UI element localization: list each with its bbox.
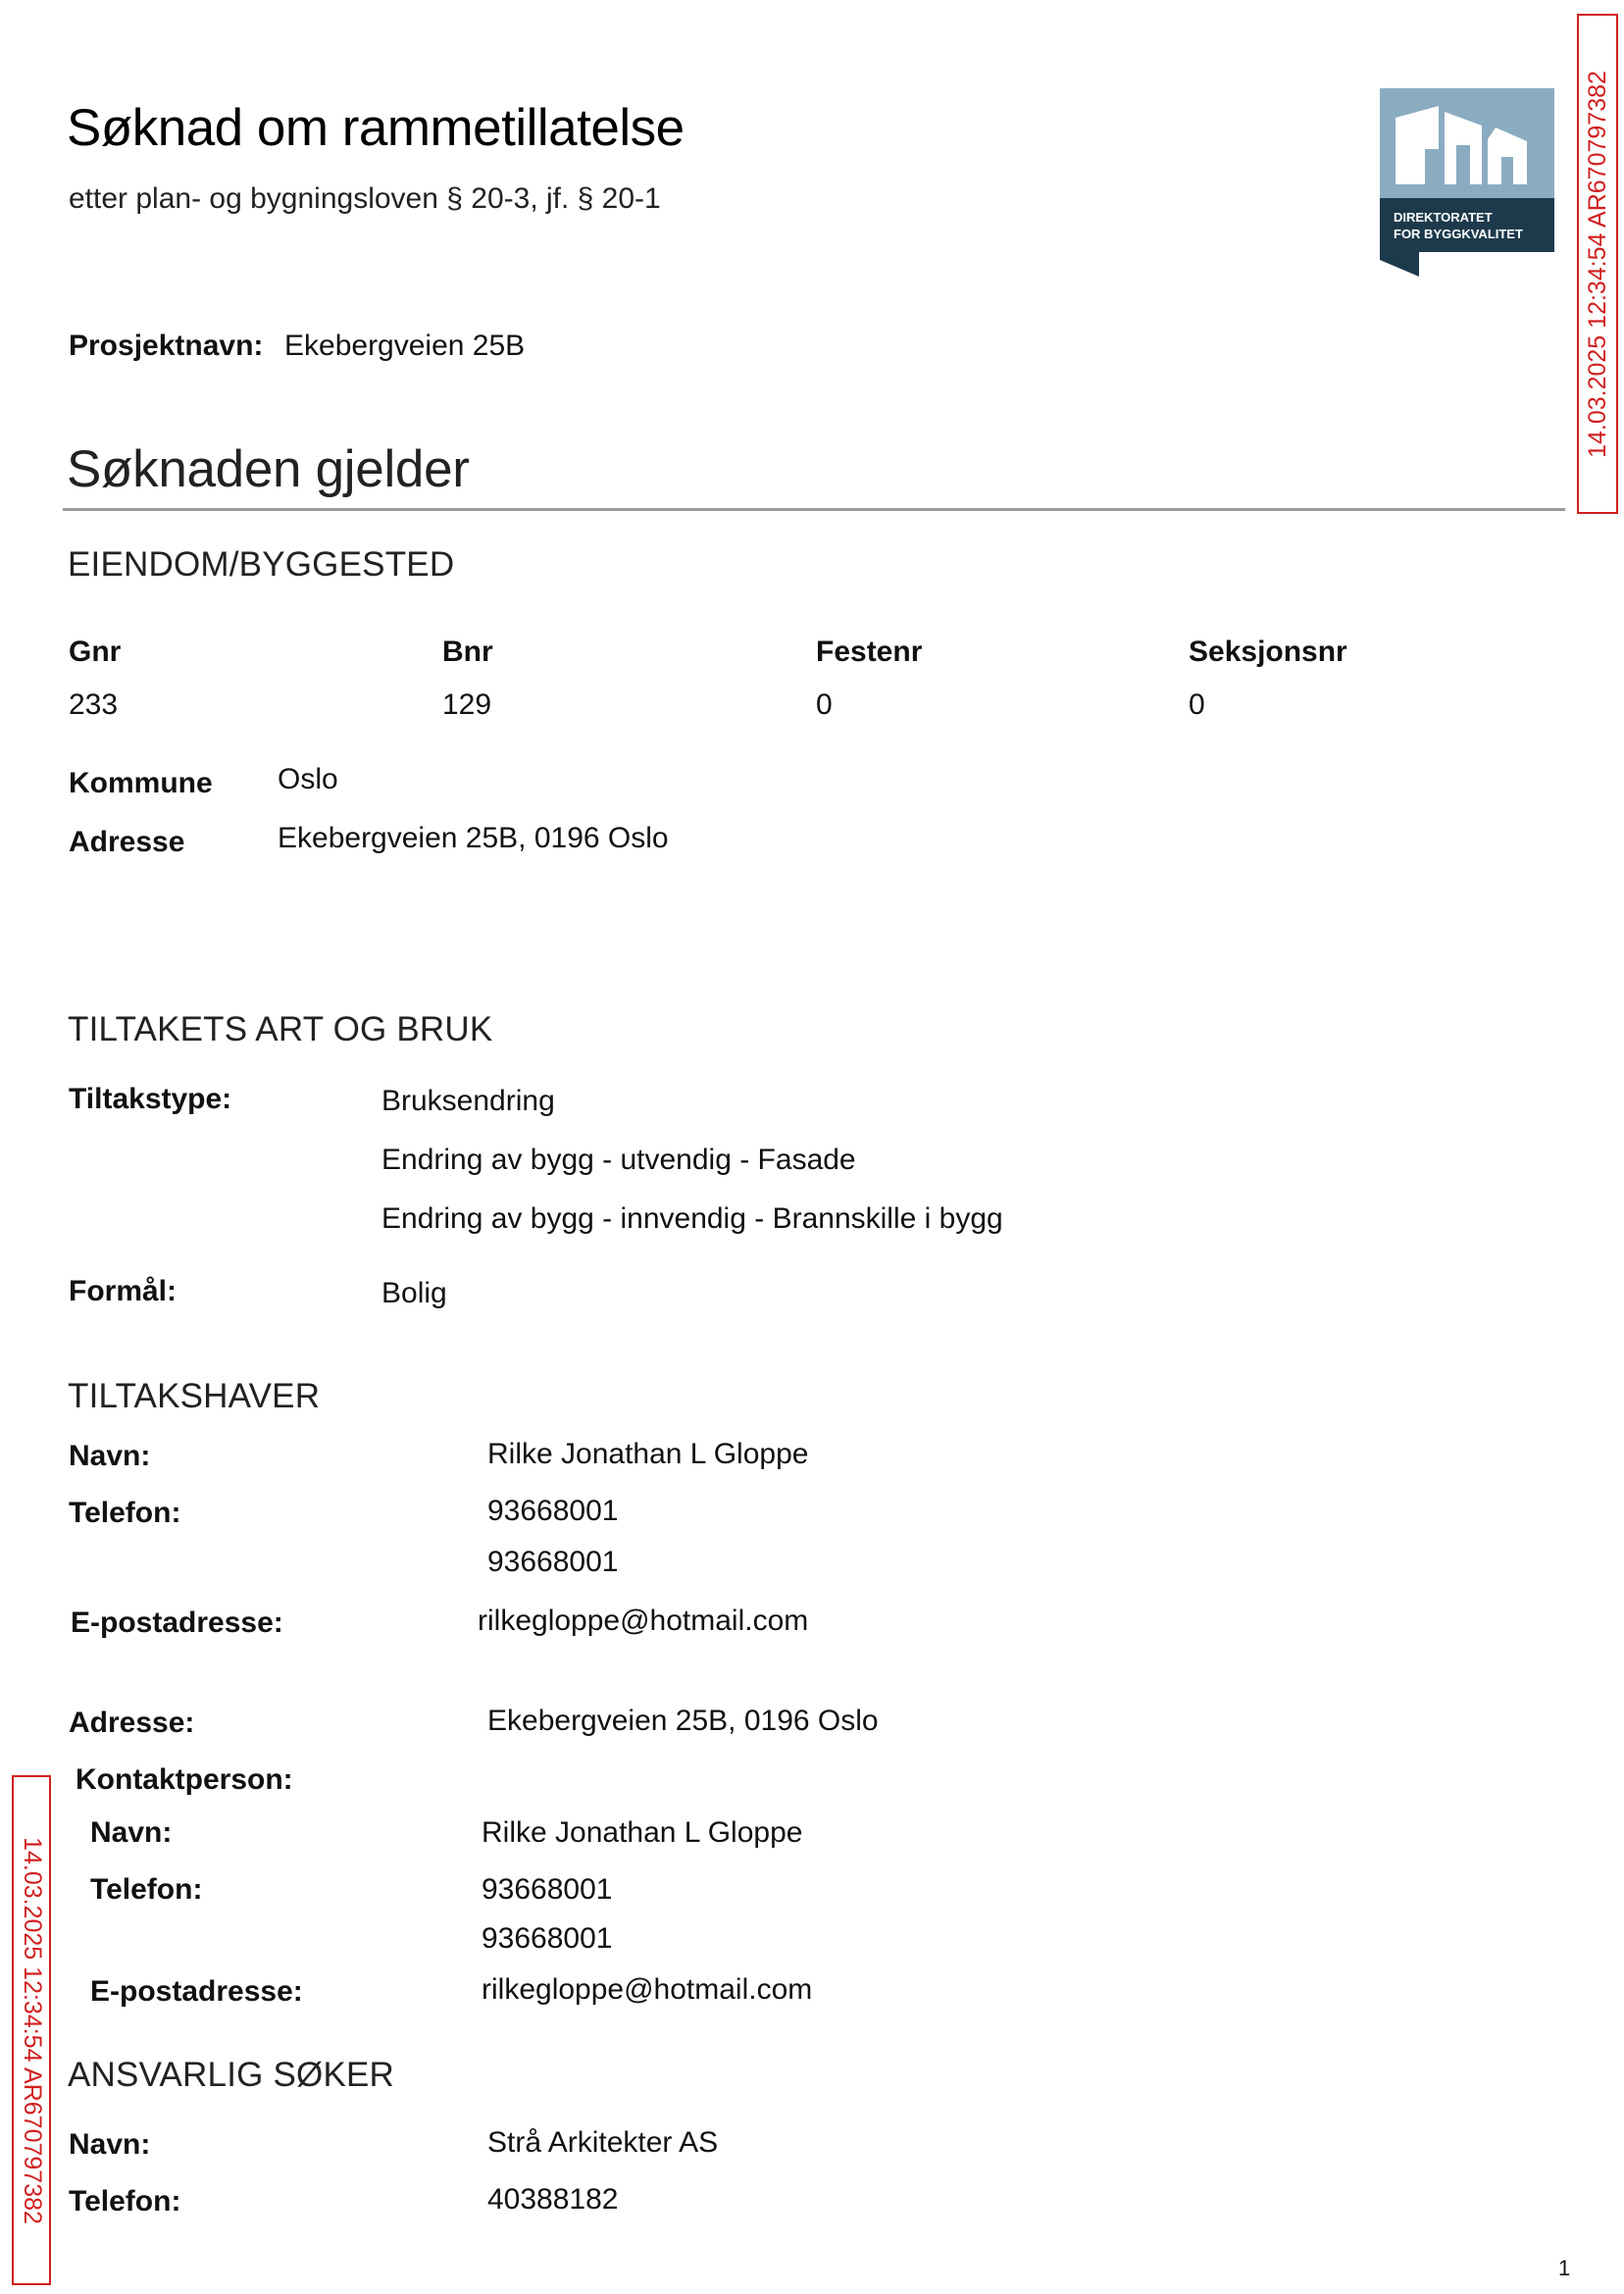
project-name-label: Prosjektnavn: xyxy=(69,330,264,362)
formal-value: Bolig xyxy=(381,1277,447,1309)
ansvarlig-telefon-value: 40388182 xyxy=(487,2183,619,2216)
tiltakshaver-telefon-label: Telefon: xyxy=(69,1497,181,1529)
eiendom-heading: EIENDOM/BYGGESTED xyxy=(68,545,455,584)
ansvarlig-navn-value: Strå Arkitekter AS xyxy=(487,2126,719,2159)
stamp-text: 14.03.2025 12:34:54 AR670797382 xyxy=(1583,70,1611,458)
bnr-label: Bnr xyxy=(442,636,493,668)
tiltakstype-label: Tiltakstype: xyxy=(69,1083,232,1115)
kontakt-navn-label: Navn: xyxy=(90,1816,173,1849)
tiltakstype-item: Bruksendring xyxy=(381,1085,555,1117)
tiltakshaver-heading: TILTAKSHAVER xyxy=(68,1377,321,1415)
ansvarlig-navn-label: Navn: xyxy=(69,2128,151,2161)
tiltak-heading: TILTAKETS ART OG BRUK xyxy=(68,1010,493,1048)
gnr-value: 233 xyxy=(69,688,119,721)
timestamp-stamp-top xyxy=(1577,14,1618,514)
stamp-text: 14.03.2025 12:34:54 AR670797382 xyxy=(18,1836,46,2224)
section-divider xyxy=(63,508,1565,511)
kommune-label: Kommune xyxy=(69,767,213,799)
tiltakstype-item: Endring av bygg - innvendig - Brannskille i bygg xyxy=(381,1202,1003,1235)
tiltakshaver-navn-label: Navn: xyxy=(69,1440,151,1472)
dibk-logo-graphic xyxy=(1380,88,1554,277)
ansvarlig-heading: ANSVARLIG SØKER xyxy=(68,2056,395,2094)
kontakt-telefon-value: 93668001 xyxy=(482,1922,613,1955)
tiltakshaver-adresse-value: Ekebergveien 25B, 0196 Oslo xyxy=(487,1705,879,1737)
kontakt-telefon-label: Telefon: xyxy=(90,1873,203,1906)
document-subtitle: etter plan- og bygningsloven § 20-3, jf. § 20-1 xyxy=(69,182,661,215)
project-name-value: Ekebergveien 25B xyxy=(284,330,526,362)
tiltakshaver-telefon-value: 93668001 xyxy=(487,1495,619,1527)
ansvarlig-telefon-label: Telefon: xyxy=(69,2185,181,2218)
document-title: Søknad om rammetillatelse xyxy=(67,99,685,157)
gnr-label: Gnr xyxy=(69,636,122,668)
adresse-value: Ekebergveien 25B, 0196 Oslo xyxy=(278,822,669,854)
tiltakshaver-epost-value: rilkegloppe@hotmail.com xyxy=(478,1605,809,1637)
tiltakshaver-navn-value: Rilke Jonathan L Gloppe xyxy=(487,1438,809,1470)
tiltakshaver-telefon-value: 93668001 xyxy=(487,1546,619,1578)
timestamp-stamp-bottom xyxy=(12,1775,51,2285)
tiltakstype-item: Endring av bygg - utvendig - Fasade xyxy=(381,1144,856,1176)
kontakt-navn-value: Rilke Jonathan L Gloppe xyxy=(482,1816,803,1849)
tiltakshaver-epost-label: E-postadresse: xyxy=(71,1606,283,1639)
kontakt-epost-value: rilkegloppe@hotmail.com xyxy=(482,1973,813,2006)
tiltakshaver-adresse-label: Adresse: xyxy=(69,1707,195,1739)
kontaktperson-label: Kontaktperson: xyxy=(76,1763,293,1796)
adresse-label: Adresse xyxy=(69,826,185,858)
section-title: Søknaden gjelder xyxy=(67,440,470,498)
kontakt-epost-label: E-postadresse: xyxy=(90,1975,303,2008)
page-number: 1 xyxy=(1558,2256,1571,2280)
bnr-value: 129 xyxy=(442,688,492,721)
kontakt-telefon-value: 93668001 xyxy=(482,1873,613,1906)
seksjonsnr-value: 0 xyxy=(1189,688,1205,721)
seksjonsnr-label: Seksjonsnr xyxy=(1189,636,1347,668)
formal-label: Formål: xyxy=(69,1275,178,1307)
festenr-value: 0 xyxy=(816,688,833,721)
dibk-logo xyxy=(1380,88,1554,277)
festenr-label: Festenr xyxy=(816,636,923,668)
logo-text-line1: DIREKTORATET xyxy=(1394,210,1493,225)
logo-text-line2: FOR BYGGKVALITET xyxy=(1394,227,1523,241)
kommune-value: Oslo xyxy=(278,763,338,795)
